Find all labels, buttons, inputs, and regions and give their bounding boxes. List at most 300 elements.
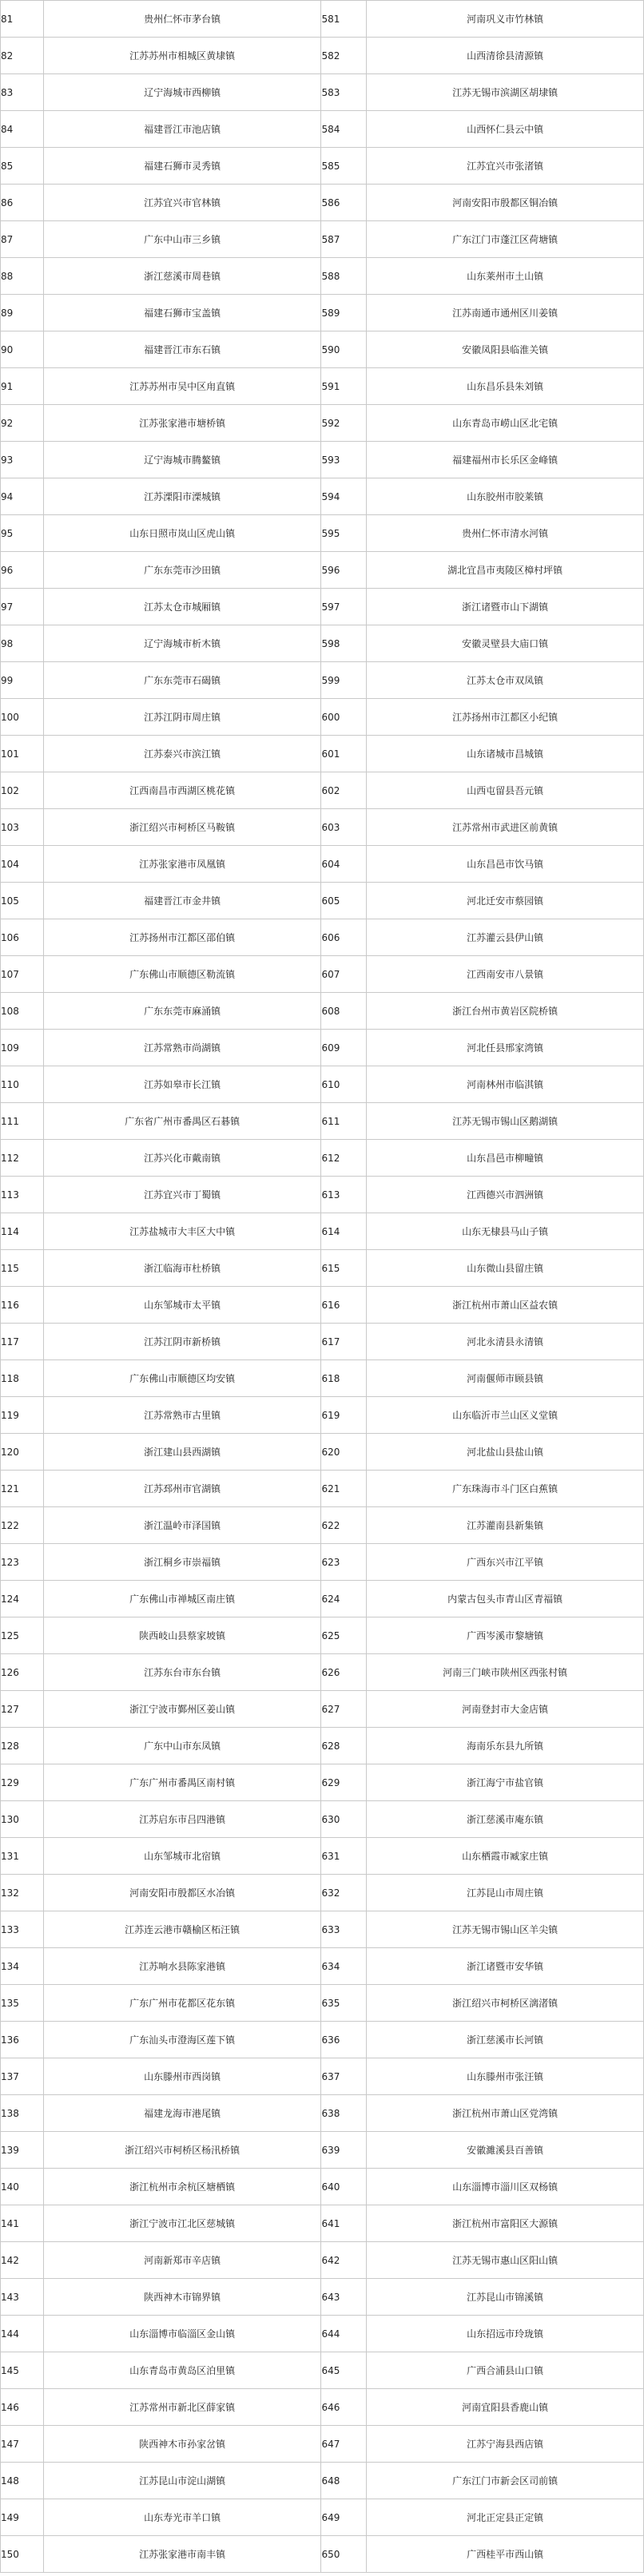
- rank-cell: 81: [1, 1, 44, 38]
- table-row: [1, 1140, 644, 1177]
- town-name-cell: 江苏邳州市官湖镇: [43, 1471, 321, 1507]
- rank-cell: 587: [321, 221, 367, 258]
- table-row: [1, 1507, 644, 1544]
- town-name-cell: 江苏江阴市新桥镇: [43, 1324, 321, 1360]
- rank-cell: 103: [1, 809, 44, 846]
- rank-cell: 129: [1, 1764, 44, 1801]
- town-name-cell: 山东寿光市羊口镇: [43, 2499, 321, 2536]
- table-row: [1, 2499, 644, 2536]
- rank-cell: 593: [321, 442, 367, 478]
- rank-cell: 615: [321, 1250, 367, 1287]
- rank-cell: 596: [321, 552, 367, 589]
- town-name-cell: 江苏无锡市锡山区鹅湖镇: [367, 1103, 644, 1140]
- rank-cell: 110: [1, 1066, 44, 1103]
- rank-cell: 128: [1, 1728, 44, 1764]
- town-name-cell: 福建晋江市东石镇: [43, 331, 321, 368]
- table-row: [1, 1434, 644, 1471]
- rank-cell: 625: [321, 1617, 367, 1654]
- rank-cell: 636: [321, 2022, 367, 2058]
- table-row: [1, 1728, 644, 1764]
- rank-cell: 115: [1, 1250, 44, 1287]
- table-row: [1, 2132, 644, 2169]
- rank-cell: 143: [1, 2279, 44, 2316]
- rank-cell: 137: [1, 2058, 44, 2095]
- town-name-cell: 浙江绍兴市柯桥区马鞍镇: [43, 809, 321, 846]
- table-row: [1, 736, 644, 772]
- rank-cell: 111: [1, 1103, 44, 1140]
- rank-cell: 635: [321, 1985, 367, 2022]
- table-row: [1, 405, 644, 442]
- rank-cell: 582: [321, 38, 367, 74]
- town-name-cell: 广西东兴市江平镇: [367, 1544, 644, 1581]
- town-name-cell: 江西南安市八景镇: [367, 956, 644, 993]
- table-row: [1, 1985, 644, 2022]
- rank-cell: 142: [1, 2242, 44, 2279]
- table-row: [1, 2242, 644, 2279]
- rank-cell: 592: [321, 405, 367, 442]
- rank-cell: 118: [1, 1360, 44, 1397]
- town-name-cell: 浙江杭州市余杭区塘栖镇: [43, 2169, 321, 2205]
- table-row: [1, 1, 644, 38]
- town-name-cell: 江苏东台市东台镇: [43, 1654, 321, 1691]
- rank-cell: 101: [1, 736, 44, 772]
- rank-cell: 125: [1, 1617, 44, 1654]
- rank-cell: 584: [321, 111, 367, 148]
- table-row: [1, 919, 644, 956]
- rank-cell: 614: [321, 1213, 367, 1250]
- rank-cell: 150: [1, 2536, 44, 2573]
- rank-cell: 83: [1, 74, 44, 111]
- town-name-cell: 江西南昌市西湖区桃花镇: [43, 772, 321, 809]
- rank-cell: 634: [321, 1948, 367, 1985]
- town-name-cell: 安徽灵壁县大庙口镇: [367, 625, 644, 662]
- rank-cell: 123: [1, 1544, 44, 1581]
- rank-cell: 606: [321, 919, 367, 956]
- town-name-cell: 江苏宜兴市丁蜀镇: [43, 1177, 321, 1213]
- rank-cell: 609: [321, 1030, 367, 1066]
- town-name-cell: 江苏无锡市惠山区阳山镇: [367, 2242, 644, 2279]
- rank-cell: 630: [321, 1801, 367, 1838]
- rank-cell: 122: [1, 1507, 44, 1544]
- town-name-cell: 河北正定县正定镇: [367, 2499, 644, 2536]
- town-name-cell: 山东邹城市太平镇: [43, 1287, 321, 1324]
- town-name-cell: 安徽凤阳县临淮关镇: [367, 331, 644, 368]
- town-name-cell: 山东滕州市张汪镇: [367, 2058, 644, 2095]
- rank-cell: 603: [321, 809, 367, 846]
- table-row: [1, 956, 644, 993]
- rank-cell: 590: [321, 331, 367, 368]
- table-row: [1, 1177, 644, 1213]
- town-name-cell: 山东昌邑市柳疃镇: [367, 1140, 644, 1177]
- table-row: [1, 1030, 644, 1066]
- table-row: [1, 2169, 644, 2205]
- town-name-cell: 江苏江阴市周庄镇: [43, 699, 321, 736]
- table-row: [1, 1360, 644, 1397]
- town-name-cell: 浙江建山县西湖镇: [43, 1434, 321, 1471]
- rank-cell: 146: [1, 2389, 44, 2426]
- rank-cell: 89: [1, 295, 44, 331]
- table-row: [1, 1397, 644, 1434]
- rank-cell: 627: [321, 1691, 367, 1728]
- table-row: [1, 2352, 644, 2389]
- town-name-cell: 河北任县邢家湾镇: [367, 1030, 644, 1066]
- town-name-cell: 江苏宜兴市官林镇: [43, 185, 321, 221]
- town-name-cell: 江苏常州市新北区薛家镇: [43, 2389, 321, 2426]
- town-name-cell: 山东胶州市胶莱镇: [367, 478, 644, 515]
- rank-cell: 92: [1, 405, 44, 442]
- rank-cell: 641: [321, 2205, 367, 2242]
- rank-cell: 611: [321, 1103, 367, 1140]
- rank-cell: 139: [1, 2132, 44, 2169]
- table-row: [1, 1250, 644, 1287]
- table-row: [1, 846, 644, 883]
- town-name-cell: 广西桂平市西山镇: [367, 2536, 644, 2573]
- town-name-cell: 陕西神木市孙家岔镇: [43, 2426, 321, 2463]
- rank-cell: 607: [321, 956, 367, 993]
- town-name-cell: 河北迁安市蔡园镇: [367, 883, 644, 919]
- rank-cell: 626: [321, 1654, 367, 1691]
- table-row: [1, 993, 644, 1030]
- town-name-cell: 江苏常熟市尚湖镇: [43, 1030, 321, 1066]
- town-name-cell: 山东招远市玲珑镇: [367, 2316, 644, 2352]
- town-name-cell: 浙江温岭市泽国镇: [43, 1507, 321, 1544]
- town-name-cell: 湖北宜昌市夷陵区樟村坪镇: [367, 552, 644, 589]
- town-name-cell: 广东珠海市斗门区白蕉镇: [367, 1471, 644, 1507]
- table-row: [1, 2389, 644, 2426]
- town-name-cell: 山东无棣县马山子镇: [367, 1213, 644, 1250]
- rank-cell: 591: [321, 368, 367, 405]
- rank-cell: 91: [1, 368, 44, 405]
- rank-cell: 90: [1, 331, 44, 368]
- town-name-cell: 浙江杭州市萧山区益农镇: [367, 1287, 644, 1324]
- table-row: [1, 1213, 644, 1250]
- town-name-cell: 福建石狮市宝盖镇: [43, 295, 321, 331]
- rank-cell: 145: [1, 2352, 44, 2389]
- town-name-cell: 山东昌邑市饮马镇: [367, 846, 644, 883]
- table-row: [1, 295, 644, 331]
- town-name-cell: 江苏兴化市戴南镇: [43, 1140, 321, 1177]
- rank-cell: 650: [321, 2536, 367, 2573]
- town-name-cell: 河南三门峡市陕州区西张村镇: [367, 1654, 644, 1691]
- town-name-cell: 贵州仁怀市茅台镇: [43, 1, 321, 38]
- town-name-cell: 山东栖霞市臧家庄镇: [367, 1838, 644, 1875]
- town-name-cell: 山东青岛市崂山区北宅镇: [367, 405, 644, 442]
- town-name-cell: 江苏昆山市锦溪镇: [367, 2279, 644, 2316]
- rank-cell: 97: [1, 589, 44, 625]
- town-name-cell: 广东省广州市番禺区石碁镇: [43, 1103, 321, 1140]
- town-name-cell: 广东东莞市麻涌镇: [43, 993, 321, 1030]
- rank-cell: 84: [1, 111, 44, 148]
- table-row: [1, 772, 644, 809]
- table-row: [1, 1911, 644, 1948]
- town-name-cell: 江苏太仓市城厢镇: [43, 589, 321, 625]
- rank-cell: 119: [1, 1397, 44, 1434]
- table-row: [1, 185, 644, 221]
- town-name-cell: 河南偃师市顾县镇: [367, 1360, 644, 1397]
- town-name-cell: 江苏盐城市大丰区大中镇: [43, 1213, 321, 1250]
- town-name-cell: 浙江临海市杜桥镇: [43, 1250, 321, 1287]
- town-name-cell: 河南安阳市殷都区水冶镇: [43, 1875, 321, 1911]
- table-row: [1, 1838, 644, 1875]
- town-name-cell: 广西岑溪市黎塘镇: [367, 1617, 644, 1654]
- table-row: [1, 1654, 644, 1691]
- town-name-cell: 广东佛山市顺德区勒流镇: [43, 956, 321, 993]
- rank-cell: 102: [1, 772, 44, 809]
- rank-cell: 134: [1, 1948, 44, 1985]
- table-row: [1, 331, 644, 368]
- table-row: [1, 111, 644, 148]
- rank-cell: 608: [321, 993, 367, 1030]
- rank-cell: 648: [321, 2463, 367, 2499]
- rank-cell: 95: [1, 515, 44, 552]
- ranking-table-body: [1, 1, 644, 2573]
- table-row: [1, 2463, 644, 2499]
- rank-cell: 645: [321, 2352, 367, 2389]
- town-name-cell: 江苏苏州市相城区黄埭镇: [43, 38, 321, 74]
- rank-cell: 585: [321, 148, 367, 185]
- rank-cell: 583: [321, 74, 367, 111]
- town-name-cell: 安徽濉溪县百善镇: [367, 2132, 644, 2169]
- town-name-cell: 福建石狮市灵秀镇: [43, 148, 321, 185]
- rank-cell: 628: [321, 1728, 367, 1764]
- town-name-cell: 江苏昆山市淀山湖镇: [43, 2463, 321, 2499]
- rank-cell: 127: [1, 1691, 44, 1728]
- table-row: [1, 2058, 644, 2095]
- rank-cell: 112: [1, 1140, 44, 1177]
- town-name-cell: 山东淄博市临淄区金山镇: [43, 2316, 321, 2352]
- table-row: [1, 1764, 644, 1801]
- town-name-cell: 浙江宁波市江北区慈城镇: [43, 2205, 321, 2242]
- rank-cell: 96: [1, 552, 44, 589]
- town-name-cell: 江苏连云港市赣榆区柘汪镇: [43, 1911, 321, 1948]
- table-row: [1, 2022, 644, 2058]
- town-name-cell: 江苏泰兴市滨江镇: [43, 736, 321, 772]
- rank-cell: 106: [1, 919, 44, 956]
- town-name-cell: 江苏苏州市吴中区甪直镇: [43, 368, 321, 405]
- table-row: [1, 1066, 644, 1103]
- rank-cell: 99: [1, 662, 44, 699]
- rank-cell: 131: [1, 1838, 44, 1875]
- town-name-cell: 广东汕头市澄海区莲下镇: [43, 2022, 321, 2058]
- table-row: [1, 442, 644, 478]
- town-name-cell: 辽宁海城市西柳镇: [43, 74, 321, 111]
- town-name-cell: 海南乐东县九所镇: [367, 1728, 644, 1764]
- rank-cell: 114: [1, 1213, 44, 1250]
- table-row: [1, 699, 644, 736]
- rank-cell: 116: [1, 1287, 44, 1324]
- rank-cell: 589: [321, 295, 367, 331]
- town-name-cell: 福建晋江市池店镇: [43, 111, 321, 148]
- town-name-cell: 河南登封市大金店镇: [367, 1691, 644, 1728]
- town-name-cell: 山东临沂市兰山区义堂镇: [367, 1397, 644, 1434]
- rank-cell: 140: [1, 2169, 44, 2205]
- town-name-cell: 广东江门市蓬江区荷塘镇: [367, 221, 644, 258]
- town-name-cell: 江苏宜兴市张渚镇: [367, 148, 644, 185]
- table-row: [1, 148, 644, 185]
- town-name-cell: 广东中山市东凤镇: [43, 1728, 321, 1764]
- town-name-cell: 福建晋江市金井镇: [43, 883, 321, 919]
- table-row: [1, 2095, 644, 2132]
- table-row: [1, 1617, 644, 1654]
- rank-cell: 107: [1, 956, 44, 993]
- table-row: [1, 221, 644, 258]
- town-name-cell: 山东滕州市西岗镇: [43, 2058, 321, 2095]
- table-row: [1, 552, 644, 589]
- rank-cell: 108: [1, 993, 44, 1030]
- town-name-cell: 江苏南通市通州区川姜镇: [367, 295, 644, 331]
- town-name-cell: 江苏无锡市锡山区羊尖镇: [367, 1911, 644, 1948]
- rank-cell: 621: [321, 1471, 367, 1507]
- rank-cell: 620: [321, 1434, 367, 1471]
- town-name-cell: 浙江海宁市盐官镇: [367, 1764, 644, 1801]
- town-name-cell: 江苏张家港市南丰镇: [43, 2536, 321, 2573]
- table-row: [1, 2279, 644, 2316]
- town-name-cell: 浙江诸暨市山下湖镇: [367, 589, 644, 625]
- rank-cell: 135: [1, 1985, 44, 2022]
- town-name-cell: 江苏如皋市长江镇: [43, 1066, 321, 1103]
- town-name-cell: 江苏灌云县伊山镇: [367, 919, 644, 956]
- rank-cell: 594: [321, 478, 367, 515]
- rank-cell: 88: [1, 258, 44, 295]
- rank-cell: 136: [1, 2022, 44, 2058]
- table-row: [1, 2316, 644, 2352]
- table-row: [1, 1875, 644, 1911]
- rank-cell: 623: [321, 1544, 367, 1581]
- table-row: [1, 883, 644, 919]
- town-name-cell: 山东淄博市淄川区双杨镇: [367, 2169, 644, 2205]
- rank-cell: 109: [1, 1030, 44, 1066]
- rank-cell: 631: [321, 1838, 367, 1875]
- town-name-cell: 浙江绍兴市柯桥区漓渚镇: [367, 1985, 644, 2022]
- rank-cell: 616: [321, 1287, 367, 1324]
- rank-cell: 100: [1, 699, 44, 736]
- table-row: [1, 2536, 644, 2573]
- rank-cell: 595: [321, 515, 367, 552]
- table-row: [1, 2426, 644, 2463]
- town-name-cell: 江苏昆山市周庄镇: [367, 1875, 644, 1911]
- rank-cell: 82: [1, 38, 44, 74]
- town-name-cell: 河北永清县永清镇: [367, 1324, 644, 1360]
- rank-cell: 639: [321, 2132, 367, 2169]
- rank-cell: 132: [1, 1875, 44, 1911]
- town-name-cell: 河南宜阳县香鹿山镇: [367, 2389, 644, 2426]
- table-row: [1, 625, 644, 662]
- rank-cell: 104: [1, 846, 44, 883]
- table-row: [1, 589, 644, 625]
- town-name-cell: 江苏无锡市滨湖区胡埭镇: [367, 74, 644, 111]
- table-row: [1, 1471, 644, 1507]
- rank-cell: 117: [1, 1324, 44, 1360]
- town-name-cell: 浙江宁波市鄞州区姜山镇: [43, 1691, 321, 1728]
- town-name-cell: 福建龙海市港尾镇: [43, 2095, 321, 2132]
- town-name-cell: 广东中山市三乡镇: [43, 221, 321, 258]
- table-row: [1, 2205, 644, 2242]
- table-row: [1, 1948, 644, 1985]
- rank-cell: 642: [321, 2242, 367, 2279]
- rank-cell: 86: [1, 185, 44, 221]
- rank-cell: 618: [321, 1360, 367, 1397]
- town-name-cell: 江苏响水县陈家港镇: [43, 1948, 321, 1985]
- town-name-cell: 浙江慈溪市周巷镇: [43, 258, 321, 295]
- town-name-cell: 江苏启东市吕四港镇: [43, 1801, 321, 1838]
- rank-cell: 133: [1, 1911, 44, 1948]
- rank-cell: 94: [1, 478, 44, 515]
- table-row: [1, 38, 644, 74]
- town-name-cell: 河南安阳市殷都区铜冶镇: [367, 185, 644, 221]
- town-name-cell: 江苏溧阳市溧城镇: [43, 478, 321, 515]
- town-name-cell: 广东佛山市禅城区南庄镇: [43, 1581, 321, 1617]
- table-row: [1, 515, 644, 552]
- rank-cell: 640: [321, 2169, 367, 2205]
- town-name-cell: 江苏灌南县新集镇: [367, 1507, 644, 1544]
- town-name-cell: 广东东莞市沙田镇: [43, 552, 321, 589]
- town-name-cell: 江西德兴市泗洲镇: [367, 1177, 644, 1213]
- rank-cell: 588: [321, 258, 367, 295]
- rank-cell: 624: [321, 1581, 367, 1617]
- town-name-cell: 江苏张家港市凤凰镇: [43, 846, 321, 883]
- town-name-cell: 浙江绍兴市柯桥区杨汛桥镇: [43, 2132, 321, 2169]
- table-row: [1, 1287, 644, 1324]
- rank-cell: 617: [321, 1324, 367, 1360]
- rank-cell: 105: [1, 883, 44, 919]
- table-row: [1, 662, 644, 699]
- town-name-cell: 浙江桐乡市崇福镇: [43, 1544, 321, 1581]
- town-name-cell: 浙江慈溪市长河镇: [367, 2022, 644, 2058]
- rank-cell: 632: [321, 1875, 367, 1911]
- rank-cell: 629: [321, 1764, 367, 1801]
- rank-cell: 602: [321, 772, 367, 809]
- town-name-cell: 陕西神木市锦界镇: [43, 2279, 321, 2316]
- town-name-cell: 山西屯留县吾元镇: [367, 772, 644, 809]
- town-name-cell: 内蒙古包头市青山区青福镇: [367, 1581, 644, 1617]
- rank-cell: 148: [1, 2463, 44, 2499]
- town-name-cell: 山东日照市岚山区虎山镇: [43, 515, 321, 552]
- town-name-cell: 山东邹城市北宿镇: [43, 1838, 321, 1875]
- rank-cell: 600: [321, 699, 367, 736]
- table-row: [1, 809, 644, 846]
- rank-cell: 601: [321, 736, 367, 772]
- rank-cell: 599: [321, 662, 367, 699]
- town-name-cell: 河南林州市临淇镇: [367, 1066, 644, 1103]
- rank-cell: 581: [321, 1, 367, 38]
- rank-cell: 644: [321, 2316, 367, 2352]
- rank-cell: 597: [321, 589, 367, 625]
- rank-cell: 147: [1, 2426, 44, 2463]
- town-name-cell: 江苏太仓市双凤镇: [367, 662, 644, 699]
- town-name-cell: 江苏扬州市江都区小纪镇: [367, 699, 644, 736]
- town-name-cell: 江苏常熟市古里镇: [43, 1397, 321, 1434]
- table-row: [1, 1324, 644, 1360]
- town-name-cell: 河南新郑市辛店镇: [43, 2242, 321, 2279]
- town-name-cell: 山西怀仁县云中镇: [367, 111, 644, 148]
- town-name-cell: 江苏宁海县西店镇: [367, 2426, 644, 2463]
- town-name-cell: 广西合浦县山口镇: [367, 2352, 644, 2389]
- rank-cell: 613: [321, 1177, 367, 1213]
- town-name-cell: 广东东莞市石碣镇: [43, 662, 321, 699]
- table-row: [1, 1691, 644, 1728]
- town-name-cell: 江苏张家港市塘桥镇: [43, 405, 321, 442]
- town-name-cell: 山东昌乐县朱刘镇: [367, 368, 644, 405]
- rank-cell: 98: [1, 625, 44, 662]
- table-row: [1, 368, 644, 405]
- town-name-cell: 广东佛山市顺德区均安镇: [43, 1360, 321, 1397]
- rank-cell: 126: [1, 1654, 44, 1691]
- town-name-cell: 山东诸城市昌城镇: [367, 736, 644, 772]
- rank-cell: 85: [1, 148, 44, 185]
- town-name-cell: 浙江杭州市萧山区党湾镇: [367, 2095, 644, 2132]
- rank-cell: 121: [1, 1471, 44, 1507]
- town-name-cell: 山东莱州市土山镇: [367, 258, 644, 295]
